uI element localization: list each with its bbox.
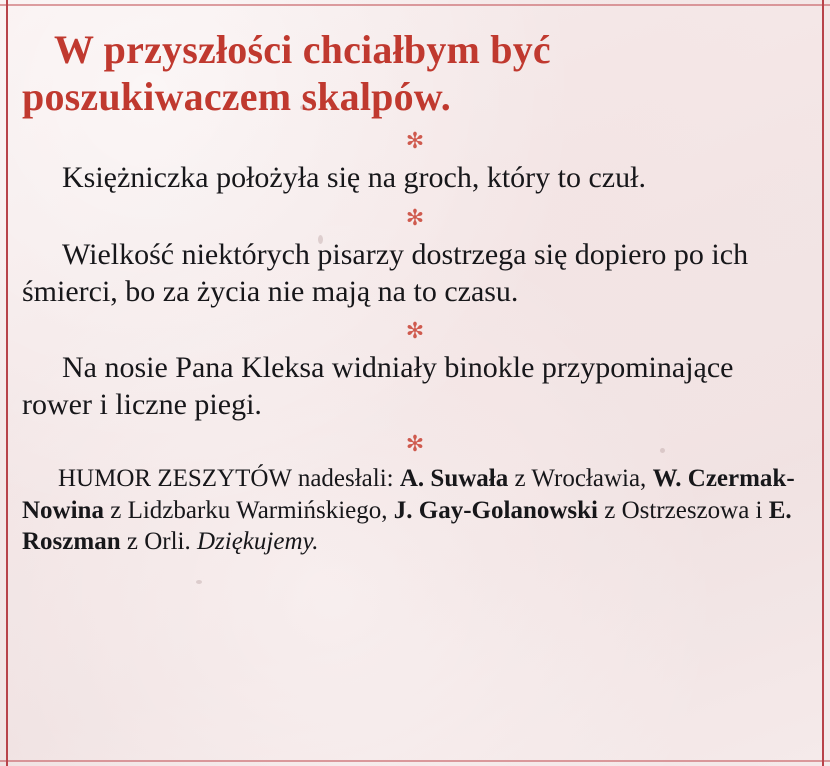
- contributor-place: z Ostrzeszowa i: [597, 496, 769, 524]
- contributor-name: J. Gay-Golanowski: [393, 496, 598, 524]
- page-title: W przyszłości chciałbym być poszukiwaczem skalpów.: [22, 27, 551, 120]
- contributor-place: z Lidzbarku Warmińskiego,: [103, 496, 394, 524]
- paper-speck: [196, 580, 202, 584]
- contributor-name: A. Suwała: [399, 465, 509, 493]
- joke-item: Na nosie Pana Kleksa widniały binokle przypominające rower i liczne piegi.: [22, 351, 734, 421]
- article-body: [22, 26, 808, 557]
- credits-sent-label: nadesłali:: [291, 465, 400, 493]
- bottom-rule: [0, 760, 830, 762]
- right-rule: [822, 0, 824, 766]
- credits-section-title: HUMOR ZESZYTÓW: [58, 465, 292, 493]
- contributor-name: W. Czermak-Nowina: [22, 465, 795, 524]
- credits-thanks: Dziękujemy.: [196, 527, 319, 555]
- contributor-name: E. Roszman: [22, 496, 792, 555]
- credits-paragraph: [22, 463, 808, 557]
- left-rule: [6, 0, 8, 766]
- separator-asterisk: ✻: [405, 204, 425, 230]
- top-rule: [0, 4, 830, 6]
- joke-item: Wielkość niektórych pisarzy dostrzega się dopiero po ich śmierci, bo za życia nie mają na to czasu.: [22, 237, 749, 308]
- contributor-place: z Wrocławia,: [508, 465, 653, 493]
- separator-asterisk: ✻: [405, 128, 425, 154]
- joke-item: Księżniczka położyła się na groch, który to czuł.: [62, 161, 646, 195]
- separator-asterisk: ✻: [405, 431, 425, 457]
- separator-asterisk: ✻: [405, 318, 425, 344]
- contributor-place: z Orli.: [120, 527, 197, 555]
